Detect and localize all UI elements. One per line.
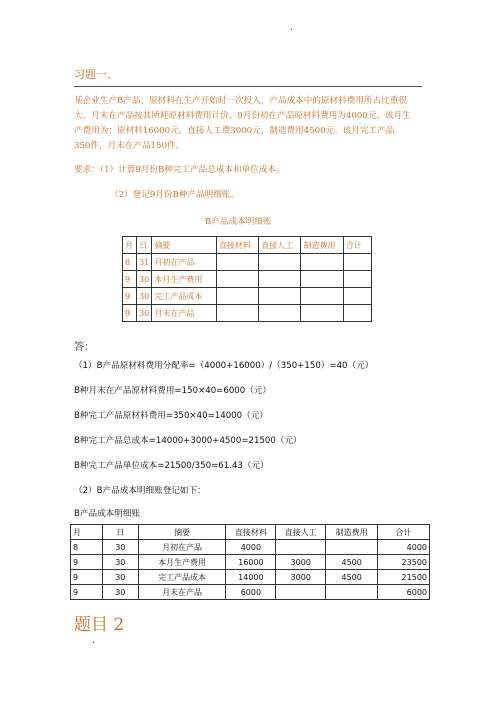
table-cell: 9 [123,271,137,288]
col-overhead: 制造费用 [326,525,378,540]
header-dot: . [290,22,294,33]
exercise-title: 习题一、 [74,68,118,81]
table1 [122,236,372,322]
table-cell: 3000 [276,570,326,585]
table-cell [276,585,326,600]
table-cell [259,254,301,271]
table-cell: 4000 [226,540,276,555]
footer-dot: . [92,636,95,646]
table-cell: 月末在产品 [152,305,216,322]
table-cell: 16000 [226,555,276,570]
table-cell [301,305,343,322]
table-cell [259,288,301,305]
table-cell: 本月生产费用 [138,555,226,570]
table2-title: B产品成本明细账 [74,509,141,519]
table-cell: 9 [71,555,103,570]
table-cell: 30 [102,540,138,555]
table-cell [216,288,258,305]
col-month: 月 [71,525,103,540]
col-day: 日 [137,237,152,254]
table-row [71,585,430,600]
answer-line: B种月末在产品原材料费用=150×40=6000（元） [74,386,272,396]
table-cell: 3000 [276,555,326,570]
title-divider [74,86,422,87]
table1-title: B产品成本明细账 [205,217,272,227]
col-summary: 摘要 [138,525,226,540]
table-cell: 30 [102,555,138,570]
table2-header-row [71,525,430,540]
table-row [71,555,430,570]
col-direct-labor: 直接人工 [259,237,301,254]
table-cell: 6000 [378,585,430,600]
table-cell [343,254,371,271]
table-cell: 23500 [378,555,430,570]
table-cell: 9 [71,585,103,600]
col-direct-labor: 直接人工 [276,525,326,540]
table-row [71,570,430,585]
paragraph-line: 某企业生产B产品，原材料在生产开始时一次投入，产品成本中的原材料费用所占比重很 [74,96,407,106]
table-cell: 月初在产品 [152,254,216,271]
table-cell [276,540,326,555]
table2 [70,524,430,600]
table-cell [301,271,343,288]
table1-header-row [123,237,372,254]
answer-line: （1）B产品原材料费用分配率=（4000+16000）/（350+150）=40（元） [74,361,374,371]
table-cell [326,540,378,555]
table-cell: 4500 [326,555,378,570]
table-cell: 4000 [378,540,430,555]
col-total: 合计 [343,237,371,254]
col-month: 月 [123,237,137,254]
requirement-2: （2）登记9月份B种产品明细账。 [110,190,239,200]
table-cell: 4500 [326,570,378,585]
answer-label: 答： [74,342,94,353]
table-cell: 8 [123,254,137,271]
table-cell: 9 [123,305,137,322]
table-cell: 30 [137,271,152,288]
table-row [71,540,430,555]
table-cell: 6000 [226,585,276,600]
paragraph-line: 350件，月末在产品150件。 [74,141,185,151]
col-direct-material: 直接材料 [216,237,258,254]
table-cell: 8 [71,540,103,555]
table-cell [343,288,371,305]
answer-line: B种完工产品原材料费用=350×40=14000（元） [74,411,268,421]
table-cell [301,288,343,305]
table-cell: 30 [137,288,152,305]
answer-line: B种完工产品单位成本=21500/350=61.43（元） [74,461,269,471]
table-cell: 21500 [378,570,430,585]
table-row [123,271,372,288]
table-cell [216,254,258,271]
table-cell [301,254,343,271]
col-summary: 摘要 [152,237,216,254]
table-cell: 30 [102,585,138,600]
paragraph-line: 大，月末在产品按其所耗原材料费用计价。9月份初在产品原材料费用为4000元。该月生 [74,111,411,121]
next-question-title: 题目 2 [74,615,125,635]
table-row [123,254,372,271]
table-cell [259,305,301,322]
table-cell: 月初在产品 [138,540,226,555]
table-cell: 30 [102,570,138,585]
col-direct-material: 直接材料 [226,525,276,540]
paragraph-line: 产费用为：原材料16000元，直接人工费3000元，制造费用4500元。该月完工产品 [74,126,395,136]
table-cell [259,271,301,288]
table-row [123,288,372,305]
table-cell: 30 [137,305,152,322]
table-cell: 9 [71,570,103,585]
table-cell [343,305,371,322]
table-cell: 月末在产品 [138,585,226,600]
answer-line: B种完工产品总成本=14000+3000+4500=21500（元） [74,436,302,446]
table-cell: 31 [137,254,152,271]
table-cell: 完工产品成本 [152,288,216,305]
table-cell [343,271,371,288]
table-cell [216,271,258,288]
col-overhead: 制造费用 [301,237,343,254]
table-cell: 9 [123,288,137,305]
table-cell [216,305,258,322]
table-cell: 本月生产费用 [152,271,216,288]
problem-paragraph [74,94,429,154]
table-cell: 完工产品成本 [138,570,226,585]
answer-line: （2）B产品成本明细账登记如下： [74,486,206,496]
col-day: 日 [102,525,138,540]
table-cell [326,585,378,600]
table-cell: 14000 [226,570,276,585]
col-total: 合计 [378,525,430,540]
requirement-1: 要求：（1）计算9月份B种完工产品总成本和单位成本。 [74,165,285,175]
table-row [123,305,372,322]
